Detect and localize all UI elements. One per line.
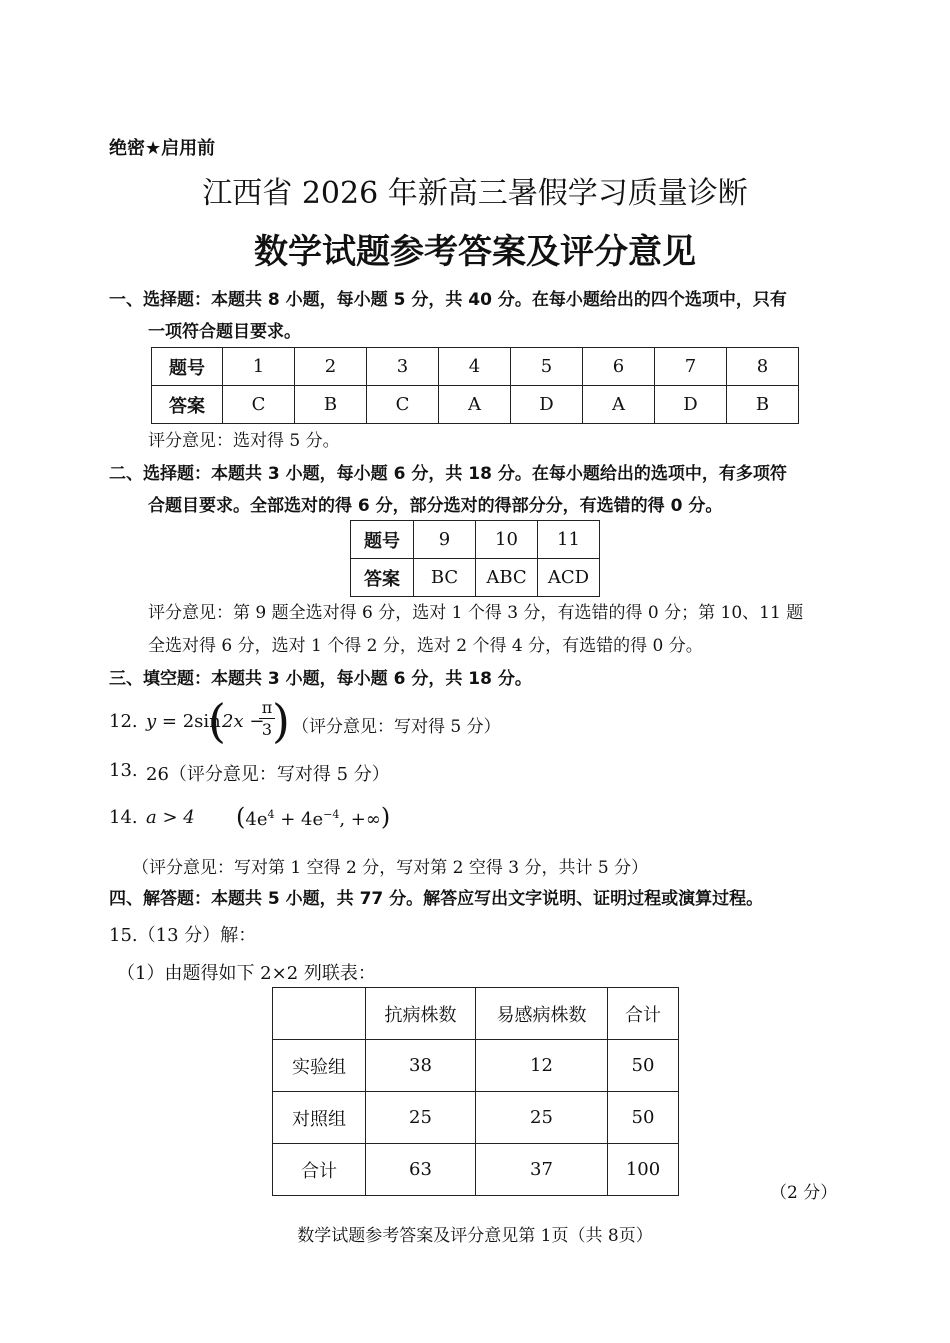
table-row [273,1144,679,1196]
q12-frac-num: π [261,698,273,717]
section1-heading-line2: 一项符合题目要求。 [148,322,301,342]
answer-cell: ACD [538,559,600,597]
table-cell: 25 [476,1092,608,1144]
table-cell: 25 [366,1092,476,1144]
table-row-label: 题号 [152,348,223,386]
section2-heading-line2: 合题目要求。全部选对的得 6 分，部分选对的得部分分，有选错的得 0 分。 [148,496,723,516]
q14-exp-1: 4 [267,808,275,821]
table-cell: 100 [608,1144,679,1196]
q12-lhs: y [146,711,157,732]
answer-cell: D [511,386,583,424]
q15-heading: 15.（13 分）解： [109,925,257,946]
answer-cell: A [439,386,511,424]
table-header-cell: 易感病株数 [476,988,608,1040]
table-cell: 合计 [273,1144,366,1196]
question-number: 10 [476,521,538,559]
q14-number: 14. [109,807,138,828]
question-number: 1 [223,348,295,386]
q12-number: 12. [109,711,138,732]
q12-arg: 2x − [222,711,265,732]
table-header-cell: 抗病株数 [366,988,476,1040]
table-cell: 50 [608,1040,679,1092]
q15-part1: （1）由题得如下 2×2 列联表： [117,963,376,984]
q12-frac-den: 3 [259,718,275,739]
q14-exp-2: −4 [323,808,340,821]
table-cell: 对照组 [273,1092,366,1144]
section2-answer-table [350,520,600,597]
q13-number: 13. [109,760,138,781]
table-cell: 63 [366,1144,476,1196]
section2-scoring-note-line1: 评分意见：第 9 题全选对得 6 分，选对 1 个得 3 分，有选错的得 0 分；第 10、11 题 [148,603,804,623]
question-number: 8 [727,348,799,386]
answer-cell: ABC [476,559,538,597]
question-number: 7 [655,348,727,386]
q12-left-paren: ( [208,694,226,748]
q14-term-2: + 4e [274,809,324,830]
section1-scoring-note: 评分意见：选对得 5 分。 [148,431,340,451]
question-number: 9 [414,521,476,559]
answer-cell: BC [414,559,476,597]
answer-cell: B [727,386,799,424]
table-cell: 38 [366,1040,476,1092]
q12-eq: = 2sin [161,711,221,732]
section2-heading-line1: 二、选择题：本题共 3 小题，每小题 6 分，共 18 分。在每小题给出的选项中，有多项符 [109,464,787,484]
answer-cell: D [655,386,727,424]
table-header-cell: 合计 [608,988,679,1040]
table-header-cell [273,988,366,1040]
question-number: 6 [583,348,655,386]
question-number: 2 [295,348,367,386]
question-number: 4 [439,348,511,386]
table-cell: 12 [476,1040,608,1092]
q13-answer: 26（评分意见：写对得 5 分） [146,764,390,785]
q14-answer-1: a > 4 [146,807,195,828]
section2-scoring-note-line2: 全选对得 6 分，选对 1 个得 2 分，选对 2 个得 4 分，有选错的得 0 分。 [148,636,703,656]
q14-scoring-note: （评分意见：写对第 1 空得 2 分，写对第 2 空得 3 分，共计 5 分） [132,858,649,878]
answer-cell: C [223,386,295,424]
document-subtitle: 数学试题参考答案及评分意见 [254,232,696,272]
section1-answer-table [151,347,799,424]
table-row-label: 题号 [351,521,414,559]
q14-term-1: 4e [245,809,268,830]
answer-cell: A [583,386,655,424]
contingency-table [272,987,679,1196]
question-number: 3 [367,348,439,386]
table-row [273,1040,679,1092]
section3-heading: 三、填空题：本题共 3 小题，每小题 6 分，共 18 分。 [109,669,532,689]
table-row [273,1092,679,1144]
q14-answer-2: ($4e^4 + 4e^{-4}$, +∞) [236,803,391,831]
question-number: 5 [511,348,583,386]
table-row-label: 答案 [152,386,223,424]
answer-cell: C [367,386,439,424]
question-number: 11 [538,521,600,559]
answer-cell: B [295,386,367,424]
q12-scoring-note: （评分意见：写对得 5 分） [292,717,501,737]
document-title: 江西省 2026 年新高三暑假学习质量诊断 [202,176,748,211]
q12-right-paren: ) [272,694,290,748]
table-row-label: 答案 [351,559,414,597]
section1-heading-line1: 一、选择题：本题共 8 小题，每小题 5 分，共 40 分。在每小题给出的四个选项中，只有 [109,290,787,310]
q15-score: （2 分） [770,1183,838,1203]
table-cell: 37 [476,1144,608,1196]
q14-term-3: , +∞ [339,809,381,830]
page-footer: 数学试题参考答案及评分意见第 1页（共 8页） [297,1226,653,1246]
secret-label: 绝密★启用前 [109,138,216,159]
table-cell: 实验组 [273,1040,366,1092]
section4-heading: 四、解答题：本题共 5 小题，共 77 分。解答应写出文字说明、证明过程或演算过程。 [109,889,764,909]
table-cell: 50 [608,1092,679,1144]
